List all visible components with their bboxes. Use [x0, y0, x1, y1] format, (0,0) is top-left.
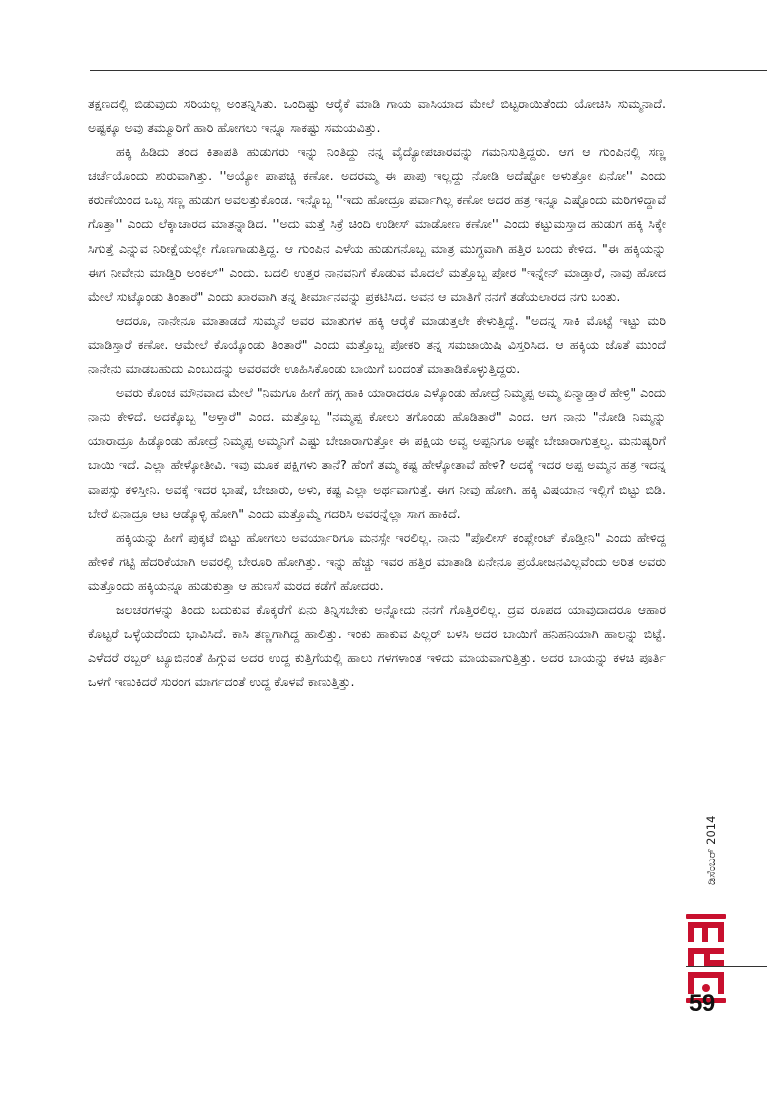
paragraph: ತಕ್ಷಣದಲ್ಲಿ ಬಿಡುವುದು ಸರಿಯಲ್ಲ ಅಂತನ್ನಿಸಿತು. ಒಂದಿಷ್ಟು ಆರೈಕೆ ಮಾಡಿ ಗಾಯ ವಾಸಿಯಾದ ಮೇಲೆ ಬಿಟ್ಟರಾಯಿತೆಂದು ಯೋಚಿಸಿ ಸುಮ್ಮನಾದೆ. ಅಷ್ಟಕ್ಕೂ ಅವು ತಮ್ಮೂರಿಗೆ ಹಾರಿ ಹೋಗಲು ಇನ್ನೂ ಸಾಕಷ್ಟು ಸಮಯವಿತ್ತು. — [88, 96, 666, 136]
paragraph: ಹಕ್ಕಿ ಹಿಡಿದು ತಂದ ಕಿತಾಪತಿ ಹುಡುಗರು ಇನ್ನು ನಿಂತಿದ್ದು ನನ್ನ ವೈದ್ಯೋಪಚಾರವನ್ನು ಗಮನಿಸುತ್ತಿದ್ದರು. ಆಗ ಆ ಗುಂಪಿನಲ್ಲಿ ಸಣ್ಣ ಚರ್ಚೆಯೊಂದು ಶುರುವಾಗಿತ್ತು. ''ಅಯ್ಯೋ ಪಾಪಚ್ಚಿ ಕಣೋ. ಅದರಮ್ಮ ಈ ಪಾಪು ಇಲ್ಲದ್ದು ನೋಡಿ ಅದೆಷ್ಟೋ ಅಳುತ್ತೋ ಏನೋ'' ಎಂದು ಕರುಣೆಯಿಂದ ಒಬ್ಬ ಸಣ್ಣ ಹುಡುಗ ಅವಲತ್ತುಕೊಂಡ. ಇನ್ನೊಬ್ಬ ''ಇದು ಹೋದ್ರೂ ಪರ್ವಾಗಿಲ್ಲ ಕಣೋ ಅದರ ಹತ್ರ ಇನ್ನೂ ಎಷ್ಟೊಂದು ಮರಿಗಳಿದ್ದಾವೆ ಗೊತ್ತಾ'' ಎಂದು ಲೆಕ್ಕಾಚಾರದ ಮಾತನ್ನಾಡಿದ. ''ಅದು ಮತ್ತೆ ಸಿಕ್ರೆ ಚಿಂದಿ ಉಡೀಸ್ ಮಾಡೋಣ ಕಣೋ'' ಎಂದು ಕಟ್ಟುಮಸ್ತಾದ ಹುಡುಗ ಹಕ್ಕಿ ಸಿಕ್ಕೇ ಸಿಗುತ್ತೆ ಎನ್ನುವ ನಿರೀಕ್ಷೆಯಲ್ಲೇ ಗೊಣಗಾಡುತ್ತಿದ್ದ. ಆ ಗುಂಪಿನ ಎಳೆಯ ಹುಡುಗನೊಬ್ಬ ಮಾತ್ರ ಮುಗ್ಧವಾಗಿ ಹತ್ತಿರ ಬಂದು ಕೇಳಿದ. "ಈ ಹಕ್ಕಿಯನ್ನು ಈಗ ನೀವೇನು ಮಾಡ್ತಿರಿ ಅಂಕಲ್" ಎಂದು. ಬದಲಿ ಉತ್ತರ ನಾನವನಿಗೆ ಕೊಡುವ ಮೊದಲೆ ಮತ್ತೊಬ್ಬ ಪೋರ "ಇನ್ನೇನ್ ಮಾಡ್ತಾರೆ, ನಾವು ಹೋದ ಮೇಲೆ ಸುಟ್ಕೊಂಡು ತಿಂತಾರೆ" ಎಂದು ಖಾರವಾಗಿ ತನ್ನ ತೀರ್ಮಾನವನ್ನು ಪ್ರಕಟಿಸಿದ. ಅವನ ಆ ಮಾತಿಗೆ ನನಗೆ ತಡೆಯಲಾರದ ನಗು ಬಂತು. — [88, 144, 666, 304]
paragraph: ಆದರೂ, ನಾನೇನೂ ಮಾತಾಡದೆ ಸುಮ್ಮನೆ ಅವರ ಮಾತುಗಳ ಹಕ್ಕಿ ಆರೈಕೆ ಮಾಡುತ್ತಲೇ ಕೇಳುತ್ತಿದ್ದೆ. "ಅದನ್ನ ಸಾಕಿ ಮೊಟ್ಟೆ ಇಟ್ಟು ಮರಿ ಮಾಡಿಸ್ತಾರೆ ಕಣೋ. ಆಮೇಲೆ ಕೊಯ್ಕೊಂಡು ತಿಂತಾರೆ" ಎಂದು ಮತ್ತೊಬ್ಬ ಪೋಕರಿ ತನ್ನ ಸಮಜಾಯಿಷಿ ವಿಸ್ತರಿಸಿದ. ಆ ಹಕ್ಕಿಯ ಜೊತೆ ಮುಂದೆ ನಾನೇನು ಮಾಡಬಹುದು ಎಂಬುದನ್ನು ಅವರವರೇ ಊಹಿಸಿಕೊಂಡು ಬಾಯಿಗೆ ಬಂದಂತೆ ಮಾತಾಡಿಕೊಳ್ಳುತ್ತಿದ್ದರು. — [88, 312, 666, 377]
paragraph: ಅವರು ಕೊಂಚ ಮೌನವಾದ ಮೇಲೆ "ನಿಮಗೂ ಹೀಗೆ ಹಗ್ಗ ಹಾಕಿ ಯಾರಾದರೂ ಎಳ್ಕೊಂಡು ಹೋದ್ರೆ ನಿಮ್ಮಪ್ಪ ಅಮ್ಮ ಏನ್ಮಾಡ್ತಾರೆ ಹೇಳ್ರಿ" ಎಂದು ನಾನು ಕೇಳಿದೆ. ಅದಕ್ಕೊಬ್ಬ "ಅಳ್ತಾರೆ" ಎಂದ. ಮತ್ತೊಬ್ಬ "ನಮ್ಮಪ್ಪ ಕೋಲು ತಗೊಂಡು ಹೊಡಿತಾರೆ" ಎಂದ. ಆಗ ನಾನು "ನೋಡಿ ನಿಮ್ಮನ್ನು ಯಾರಾದ್ರೂ ಹಿಡ್ಕೊಂಡು ಹೋದ್ರೆ ನಿಮ್ಮಪ್ಪ ಅಮ್ಮನಿಗೆ ಎಷ್ಟು ಬೇಜಾರಾಗುತ್ತೋ ಈ ಪಕ್ಷಿಯ ಅವ್ವ ಅಪ್ಪನಿಗೂ ಅಷ್ಟೇ ಬೇಜಾರಾಗುತ್ತಲ್ವ. ಮನುಷ್ಯರಿಗೆ ಬಾಯಿ ಇದೆ. ಎಲ್ಲಾ ಹೇಳ್ಕೋತೀವಿ. ಇವು ಮೂಕ ಪಕ್ಷಿಗಳು ತಾನೆ? ಹೆಂಗೆ ತಮ್ಮ ಕಷ್ಟ ಹೇಳ್ಕೋತಾವೆ ಹೇಳಿ? ಅದಕ್ಕೆ ಇದರ ಅಪ್ಪ ಅಮ್ಮನ ಹತ್ರ ಇದನ್ನ ವಾಪಸ್ಸು ಕಳಿಸ್ತೀನಿ. ಅವಕ್ಕೆ ಇದರ ಭಾಷೆ, ಬೇಜಾರು, ಅಳು, ಕಷ್ಟ ಎಲ್ಲಾ ಅರ್ಥವಾಗುತ್ತೆ. ಈಗ ನೀವು ಹೋಗಿ. ಹಕ್ಕಿ ವಿಷಯಾನ ಇಲ್ಲಿಗೆ ಬಿಟ್ಟು ಬಿಡಿ. ಬೇರೆ ಏನಾದ್ರೂ ಆಟ ಆಡ್ಕೊಳ್ಳಿ ಹೋಗಿ" ಎಂದು ಮತ್ತೊಮ್ಮೆ ಗದರಿಸಿ ಅವರನ್ನೆಲ್ಲಾ ಸಾಗ ಹಾಕಿದೆ. — [88, 385, 666, 521]
paragraph: ಜಲಚರಗಳನ್ನು ತಿಂದು ಬದುಕುವ ಕೊಕ್ಕರೆಗೆ ಏನು ತಿನ್ನಿಸಬೇಕು ಅನ್ನೋದು ನನಗೆ ಗೊತ್ತಿರಲಿಲ್ಲ. ದ್ರವ ರೂಪದ ಯಾವುದಾದರೂ ಆಹಾರ ಕೊಟ್ಟರೆ ಒಳ್ಳೆಯದೆಂದು ಭಾವಿಸಿದೆ. ಕಾಸಿ ತಣ್ಣಗಾಗಿದ್ದ ಹಾಲಿತ್ತು. ಇಂಕು ಹಾಕುವ ಪಿಲ್ಲರ್ ಬಳಸಿ ಅದರ ಬಾಯಿಗೆ ಹನಿಹನಿಯಾಗಿ ಹಾಲನ್ನು ಬಿಟ್ಟೆ. ಎಳೆದರೆ ರಬ್ಬರ್ ಟ್ಯೂಬಿನಂತೆ ಹಿಗ್ಗುವ ಅದರ ಉದ್ದ ಕುತ್ತಿಗೆಯಲ್ಲಿ ಹಾಲು ಗಳಗಳಾಂತ ಇಳಿದು ಮಾಯವಾಗುತ್ತಿತ್ತು. ಅದರ ಬಾಯನ್ನು ಕಳಚಿ ಪೂರ್ತಿ ಒಳಗೆ ಇಣುಕಿದರೆ ಸುರಂಗ ಮಾರ್ಗದಂತೆ ಉದ್ದ ಕೊಳವೆ ಕಾಣುತ್ತಿತ್ತು. — [88, 601, 666, 690]
page-number: 59 — [689, 990, 715, 1017]
header-rule — [90, 70, 767, 71]
footer-rule — [686, 966, 767, 967]
paragraph: ಹಕ್ಕಿಯನ್ನು ಹೀಗೆ ಪುಕ್ಕಟೆ ಬಿಟ್ಟು ಹೋಗಲು ಅವರ್ಯಾರಿಗೂ ಮನಸ್ಸೇ ಇರಲಿಲ್ಲ. ನಾನು "ಪೊಲೀಸ್ ಕಂಪ್ಲೇಂಟ್ ಕೊಡ್ತೀನಿ" ಎಂದು ಹೇಳಿದ್ದ ಹೇಳಿಕೆ ಗಟ್ಟಿ ಹೆದರಿಕೆಯಾಗಿ ಅವರಲ್ಲಿ ಬೇರೂರಿ ಹೋಗಿತ್ತು. ಇನ್ನು ಹೆಚ್ಚು ಇವರ ಹತ್ತಿರ ಮಾತಾಡಿ ಏನೇನೂ ಪ್ರಯೋಜನವಿಲ್ಲವೆಂದು ಅರಿತ ಅವರು ಮತ್ತೊಂದು ಹಕ್ಕಿಯನ್ನೂ ಹುಡುಕುತ್ತಾ ಆ ಹುಣಸೆ ಮರದ ಕಡೆಗೆ ಹೋದರು. — [88, 529, 666, 593]
article-body — [88, 92, 666, 694]
issue-date: ಡಿಸೆಂಬರ್ 2014 — [704, 815, 718, 885]
